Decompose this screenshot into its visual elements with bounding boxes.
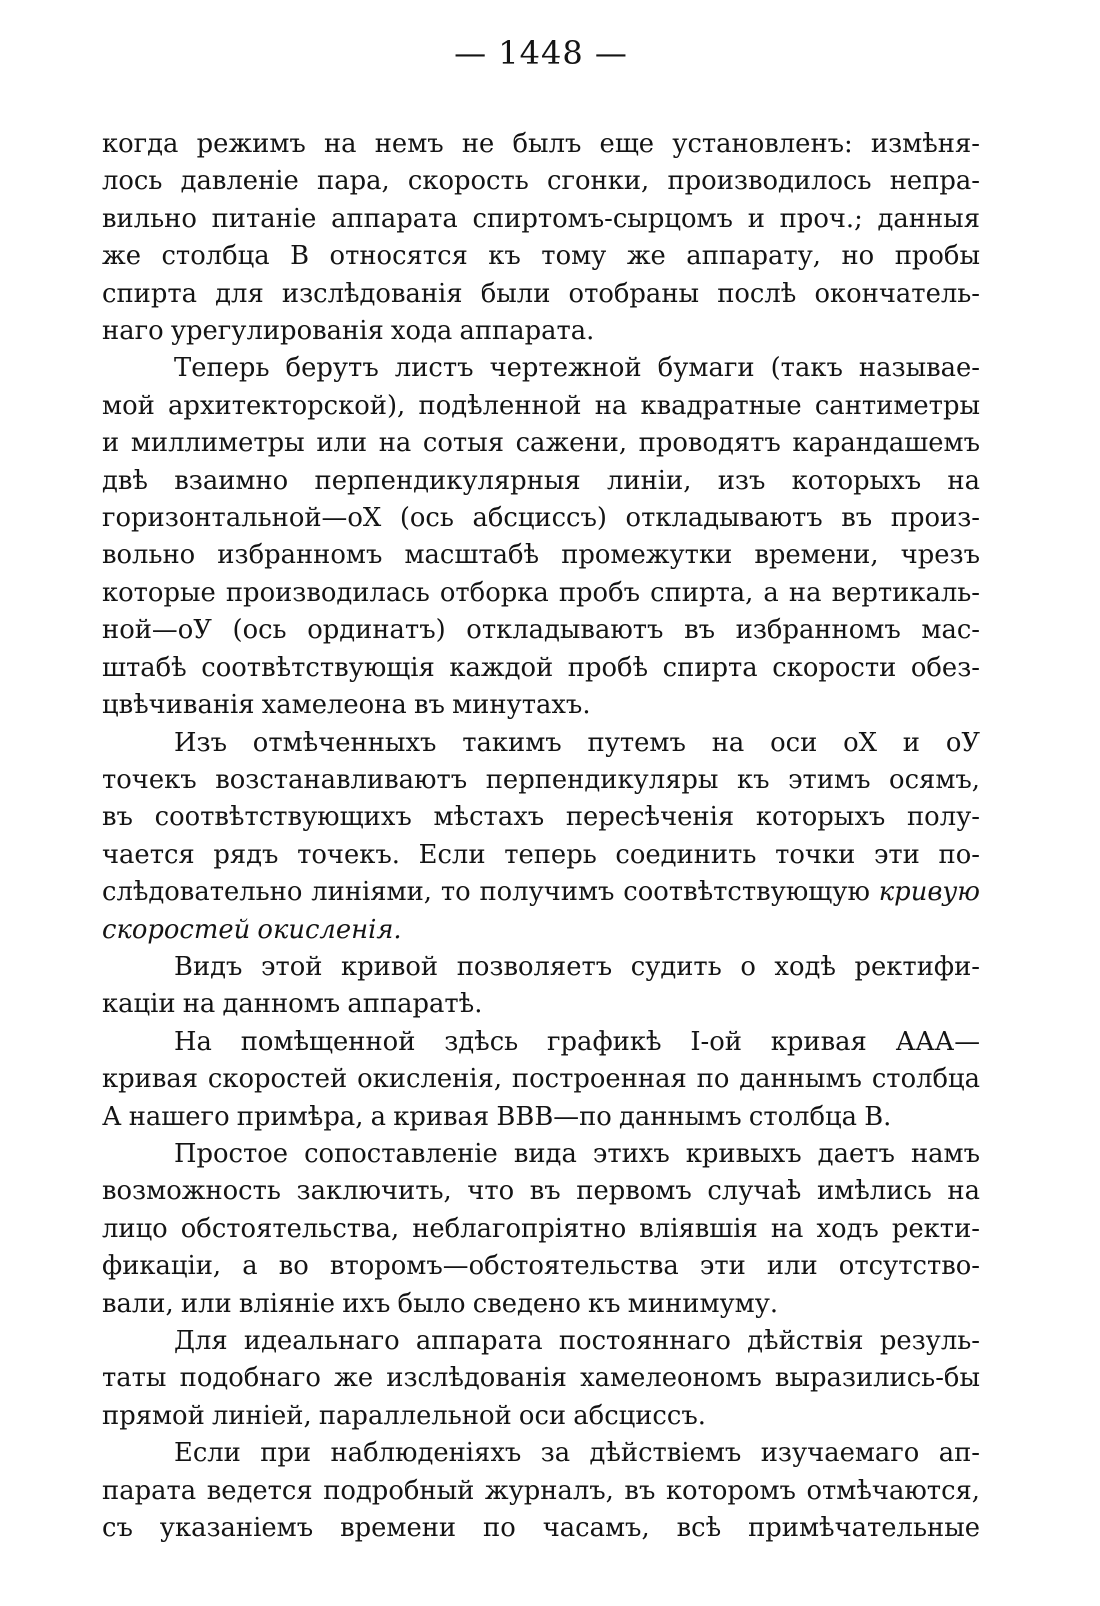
text-line: Изъ отмѣченныхъ такимъ путемъ на оси oX и oУ bbox=[174, 727, 980, 758]
page-number: — 1448 — bbox=[454, 34, 628, 72]
text-line: каціи на данномъ аппаратѣ. bbox=[102, 989, 483, 1020]
text-line bbox=[102, 874, 980, 911]
text-line: таты подобнаго же изслѣдованія хамелеономъ выразились-бы bbox=[102, 1363, 980, 1394]
text-line: двѣ взаимно перпендикулярныя линіи, изъ которыхъ на bbox=[102, 465, 980, 496]
paragraph-1 bbox=[102, 126, 980, 350]
text-line: въ соотвѣтствующихъ мѣстахъ пересѣченія которыхъ полу- bbox=[102, 802, 980, 833]
text-line: вольно избранномъ масштабѣ промежутки времени, чрезъ bbox=[102, 540, 980, 571]
paragraph-7 bbox=[102, 1323, 980, 1435]
text-line: и миллиметры или на сотыя сажени, проводятъ карандашемъ bbox=[102, 428, 980, 459]
italic-term: скоростей окисленія. bbox=[102, 914, 402, 945]
text-line: ной—oУ (ось ординатъ) откладываютъ въ избранномъ мас- bbox=[102, 615, 980, 646]
text-line: прямой линіей, параллельной оси абсциссъ. bbox=[102, 1400, 706, 1431]
text-segment: слѣдовательно линіями, то получимъ соотвѣтствующую bbox=[102, 877, 870, 908]
text-line: штабѣ соотвѣтствующія каждой пробѣ спирта скорости обез- bbox=[102, 652, 980, 683]
paragraph-8 bbox=[102, 1435, 980, 1547]
paragraph-2 bbox=[102, 350, 980, 724]
text-line: которые производилась отборка пробъ спирта, а на вертикаль- bbox=[102, 577, 980, 608]
text-line: Видъ этой кривой позволяетъ судить о ходѣ ректифи- bbox=[174, 951, 980, 982]
text-line: точекъ возстанавливаютъ перпендикуляры къ этимъ осямъ, bbox=[102, 764, 980, 795]
text-line: когда режимъ на немъ не былъ еще установленъ: измѣня- bbox=[102, 129, 980, 159]
text-line: лицо обстоятельства, неблагопріятно вліявшія на ходъ ректи- bbox=[102, 1213, 980, 1244]
paragraph-3 bbox=[102, 725, 980, 949]
text-line: наго урегулированія хода аппарата. bbox=[102, 316, 595, 347]
text-line: спирта для изслѣдованія были отобраны послѣ окончатель- bbox=[102, 278, 980, 309]
text-line: цвѣчиванія хамелеона въ минутахъ. bbox=[102, 690, 591, 721]
text-line: парата ведется подробный журналъ, въ которомъ отмѣчаются, bbox=[102, 1475, 980, 1506]
text-line: вали, или вліяніе ихъ было сведено къ минимуму. bbox=[102, 1288, 779, 1319]
paragraph-6 bbox=[102, 1136, 980, 1323]
text-line: возможность заключить, что въ первомъ случаѣ имѣлись на bbox=[102, 1176, 980, 1207]
text-line: Простое сопоставленіе вида этихъ кривыхъ даетъ намъ bbox=[174, 1138, 980, 1169]
text-line: На помѣщенной здѣсь графикѣ І-ой кривая ААА— bbox=[174, 1026, 980, 1057]
paragraph-4 bbox=[102, 949, 980, 1024]
text-line: Если при наблюденіяхъ за дѣйствіемъ изучаемаго ап- bbox=[174, 1438, 980, 1469]
italic-term: кривую bbox=[878, 877, 981, 908]
text-line: Для идеальнаго аппарата постояннаго дѣйствія резуль- bbox=[174, 1326, 980, 1356]
text-line: горизонтальной—oX (ось абсциссъ) откладываютъ въ произ- bbox=[102, 503, 980, 534]
text-line: мой архитекторской), подѣленной на квадратные сантиметры bbox=[102, 390, 980, 421]
text-line: лось давленіе пара, скорость сгонки, производилось непра- bbox=[102, 166, 980, 197]
text-line: Теперь берутъ листъ чертежной бумаги (такъ называе- bbox=[174, 353, 980, 384]
paragraph-5 bbox=[102, 1024, 980, 1136]
body-text bbox=[102, 126, 980, 1547]
text-line: же столбца В относятся къ тому же аппарату, но пробы bbox=[102, 241, 980, 272]
text-line: чается рядъ точекъ. Если теперь соединить точки эти по- bbox=[102, 839, 980, 870]
text-line: вильно питаніе аппарата спиртомъ-сырцомъ и проч.; данныя bbox=[102, 203, 980, 234]
text-line: кривая скоростей окисленія, построенная по даннымъ столбца bbox=[102, 1064, 980, 1095]
text-line: А нашего примѣра, а кривая ВВВ—по даннымъ столбца В. bbox=[102, 1101, 892, 1132]
text-line: съ указаніемъ времени по часамъ, всѣ примѣчательные bbox=[102, 1513, 980, 1544]
text-line: фикаціи, а во второмъ—обстоятельства эти или отсутство- bbox=[102, 1251, 980, 1282]
